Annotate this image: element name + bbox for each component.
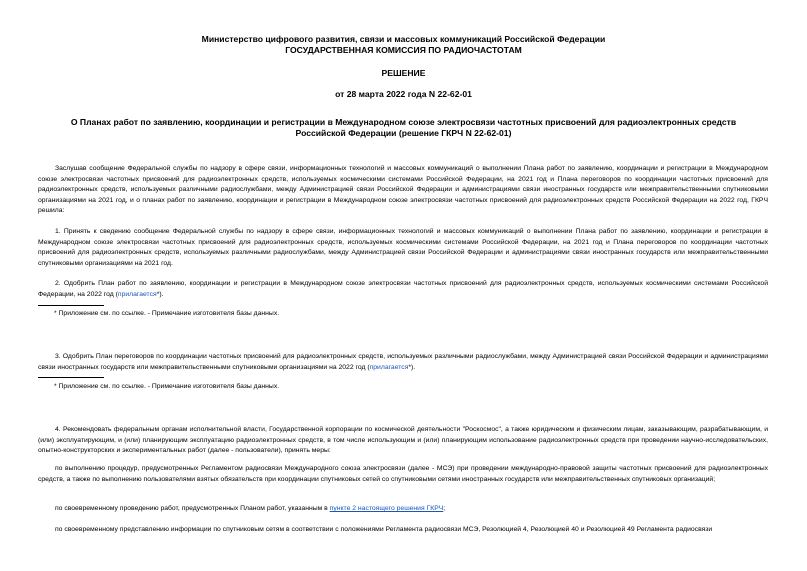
attachment-link-plan-2022[interactable]: прилагается: [117, 290, 157, 298]
decision-item-4-measure-2: по своевременному проведению работ, предусмотренных Планом работ, указанным в пункте 2 настоящего решения ГКРЧ;: [55, 505, 446, 512]
decision-item-1: 1. Принять к сведению сообщение Федеральной службы по надзору в сфере связи, информационных технологий и массовых коммуникаций о выполнении Плана работ по заявлению, координации и регистрации в Международном союзе электросвязи частотных присвоений для радиоэлектронных средств, используемых космическими системами Российской Федерации, на 2021 год и Плана переговоров по координации частотных присвоений для радиоэлектронных средств, используемых различными радиослужбами, между Администрацией связи Российской Федерации и администрациями связи иностранных государств или межправительственными спутниковыми организациями на 2021 год.: [38, 228, 768, 267]
footnote: * Приложение см. по ссылке. - Примечание изготовителя базы данных.: [54, 383, 280, 390]
header-ministry: Министерство цифрового развития, связи и массовых коммуникаций Российской Федерации: [201, 34, 606, 44]
document-type: РЕШЕНИЕ: [381, 68, 426, 78]
decision-item-3: 3. Одобрить План переговоров по координации частотных присвоений для радиоэлектронных средств, используемых различными радиослужбами, между Администрацией связи Российской Федерации и администрациями связи иностранных государств или межправительственными спутниковыми организациями на 2022 год (прилагается*).: [38, 353, 768, 371]
document-date-number: от 28 марта 2022 года N 22-62-01: [335, 89, 472, 99]
decision-item-4-measure-3: по своевременному представлению информации по спутниковым сетям в соответствии с положениями Регламента радиосвязи МСЭ, Резолюцией 4, Резолюцией 40 и Резолюцией 49 Регламента радиосвязи: [55, 526, 713, 533]
footnote-separator: [38, 305, 104, 306]
footnote-separator: [38, 377, 104, 378]
preamble-paragraph: Заслушав сообщение Федеральной службы по надзору в сфере связи, информационных технологий и массовых коммуникаций о выполнении Плана работ по заявлению, координации и регистрации в Международном союзе электросвязи частотных присвоений для радиоэлектронных средств, используемых космическими системами Российской Федерации, на 2021 год и Плана переговоров по координации частотных присвоений для радиоэлектронных средств, используемых различными радиослужбами, между Администрацией связи Российской Федерации и администрациями связи иностранных государств или межправительственными спутниковыми организациями на 2021 год, и о планах работ по заявлению, координации и регистрации в Международном союзе электросвязи частотных присвоений для радиоэлектронных средств Российской Федерации на 2022 год, ГКРЧ решила:: [38, 165, 768, 215]
footnote: * Приложение см. по ссылке. - Примечание изготовителя базы данных.: [54, 310, 280, 317]
decision-item-4-measure-1: по выполнению процедур, предусмотренных Регламентом радиосвязи Международного союза электросвязи (далее - МСЭ) при проведении международно-правовой защиты частотных присвоений для радиоэлектронных средств, а также по выполнению пользователями взятых обязательств при координации спутниковых сетей со спутниковыми сетями иностранных государств или межправительственных спутниковых организаций;: [38, 465, 768, 483]
decision-point-2-link[interactable]: пункте 2 настоящего решения ГКРЧ: [329, 505, 444, 512]
header-commission: ГОСУДАРСТВЕННАЯ КОМИССИЯ ПО РАДИОЧАСТОТАМ: [285, 45, 522, 55]
attachment-link-negotiation-plan[interactable]: прилагается: [369, 363, 409, 371]
decision-item-2: 2. Одобрить План работ по заявлению, координации и регистрации в Международном союзе электросвязи частотных присвоений для радиоэлектронных средств, используемых космическими системами Российской Федерации, на 2022 год (прилагается*).: [38, 280, 768, 298]
decision-item-4: 4. Рекомендовать федеральным органам исполнительной власти, Государственной корпорации по космической деятельности "Роскосмос", а также юридическим и физическим лицам, заказывающим, разрабатывающим, и (или) эксплуатирующим, и (или) планирующим эксплуатацию радиоэлектронных средств, в том числе использующим и (или) планирующим использование радиоэлектронных средств при проведении научно-исследовательских, опытно-конструкторских и экспериментальных работ (далее - пользователи), принять меры:: [38, 426, 768, 455]
document-title-line-2: Российской Федерации (решение ГКРЧ N 22-62-01): [295, 128, 512, 138]
document-title-line-1: О Планах работ по заявлению, координации и регистрации в Международном союзе электросвязи частотных присвоений для радиоэлектронных средств: [70, 117, 737, 127]
